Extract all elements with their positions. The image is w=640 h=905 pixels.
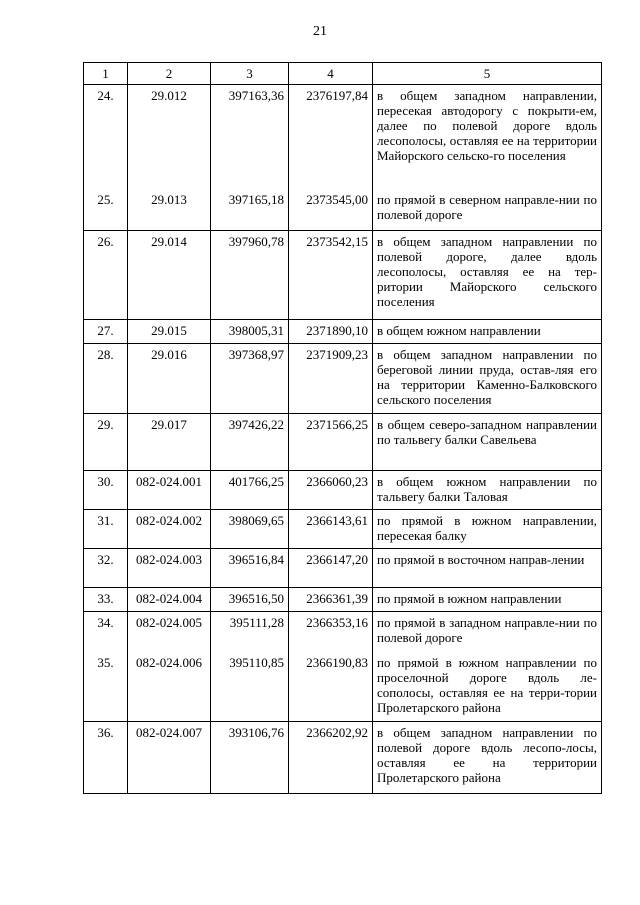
direction-description: по прямой в южном направлении (373, 588, 602, 612)
table-row (84, 320, 602, 344)
coord-x: 395110,85 (211, 652, 289, 722)
coord-x: 397960,78 (211, 231, 289, 320)
table-row (84, 588, 602, 612)
header-col-5: 5 (373, 63, 602, 85)
table-row (84, 414, 602, 471)
boundary-points-table (83, 62, 602, 794)
coord-x: 393106,76 (211, 722, 289, 794)
table-row (84, 549, 602, 588)
table-row (84, 231, 602, 320)
row-number: 31. (84, 510, 128, 549)
row-number: 28. (84, 344, 128, 414)
table-row (84, 510, 602, 549)
row-number: 25. (84, 189, 128, 231)
direction-description: по прямой в южном направлении, пересекая балку (373, 510, 602, 549)
point-code: 082-024.007 (128, 722, 211, 794)
row-number: 24. (84, 85, 128, 189)
direction-description: в общем западном направлении по береговой линии пруда, остав-ляя его на территории Каменно-Балковского сельского поселения (373, 344, 602, 414)
point-code: 082-024.006 (128, 652, 211, 722)
header-col-2: 2 (128, 63, 211, 85)
table-header-row (84, 63, 602, 85)
direction-description: в общем западном направлении по полевой дороге, далее вдоль лесополосы, оставляя ее на тер-ритории Майорского сельского поселения (373, 231, 602, 320)
coord-x: 398005,31 (211, 320, 289, 344)
row-number: 33. (84, 588, 128, 612)
point-code: 29.015 (128, 320, 211, 344)
direction-description: по прямой в северном направле-нии по полевой дороге (373, 189, 602, 231)
coord-x: 397165,18 (211, 189, 289, 231)
row-number: 27. (84, 320, 128, 344)
direction-description: в общем западном направлении по полевой дороге вдоль лесопо-лосы, оставляя ее на территории Пролетарского района (373, 722, 602, 794)
coord-y: 2373545,00 (289, 189, 373, 231)
row-number: 35. (84, 652, 128, 722)
coord-y: 2371566,25 (289, 414, 373, 471)
coord-y: 2366353,16 (289, 612, 373, 652)
point-code: 29.013 (128, 189, 211, 231)
point-code: 082-024.003 (128, 549, 211, 588)
coord-x: 396516,84 (211, 549, 289, 588)
coord-x: 401766,25 (211, 471, 289, 510)
table-row (84, 612, 602, 652)
row-number: 29. (84, 414, 128, 471)
point-code: 082-024.004 (128, 588, 211, 612)
point-code: 082-024.005 (128, 612, 211, 652)
direction-description: в общем южном направлении по тальвегу балки Таловая (373, 471, 602, 510)
table-row (84, 652, 602, 722)
table-row (84, 85, 602, 189)
coord-y: 2371890,10 (289, 320, 373, 344)
coord-y: 2376197,84 (289, 85, 373, 189)
row-number: 34. (84, 612, 128, 652)
table-row (84, 722, 602, 794)
coord-y: 2373542,15 (289, 231, 373, 320)
point-code: 29.016 (128, 344, 211, 414)
coord-y: 2366060,23 (289, 471, 373, 510)
coord-y: 2366147,20 (289, 549, 373, 588)
header-col-1: 1 (84, 63, 128, 85)
row-number: 26. (84, 231, 128, 320)
point-code: 082-024.001 (128, 471, 211, 510)
coord-y: 2366202,92 (289, 722, 373, 794)
coord-x: 397163,36 (211, 85, 289, 189)
direction-description: по прямой в западном направле-нии по полевой дороге (373, 612, 602, 652)
direction-description: в общем северо-западном направлении по тальвегу балки Савельева (373, 414, 602, 471)
row-number: 32. (84, 549, 128, 588)
direction-description: в общем западном направлении, пересекая автодорогу с покрыти-ем, далее по полевой дороге вдоль лесополосы, оставляя ее на территории Майорского сельско-го поселения (373, 85, 602, 189)
coord-y: 2371909,23 (289, 344, 373, 414)
point-code: 29.012 (128, 85, 211, 189)
coord-y: 2366190,83 (289, 652, 373, 722)
header-col-3: 3 (211, 63, 289, 85)
coord-x: 397426,22 (211, 414, 289, 471)
row-number: 30. (84, 471, 128, 510)
page-number: 21 (313, 24, 327, 39)
point-code: 29.017 (128, 414, 211, 471)
direction-description: по прямой в восточном направ-лении (373, 549, 602, 588)
header-col-4: 4 (289, 63, 373, 85)
point-code: 29.014 (128, 231, 211, 320)
coord-y: 2366143,61 (289, 510, 373, 549)
coord-x: 397368,97 (211, 344, 289, 414)
coord-x: 396516,50 (211, 588, 289, 612)
direction-description: по прямой в южном направлении по проселочной дороге вдоль ле-сополосы, оставляя ее на терри-тории Пролетарского района (373, 652, 602, 722)
direction-description: в общем южном направлении (373, 320, 602, 344)
coord-x: 395111,28 (211, 612, 289, 652)
table-row (84, 471, 602, 510)
row-number: 36. (84, 722, 128, 794)
table-row (84, 344, 602, 414)
coord-x: 398069,65 (211, 510, 289, 549)
coord-y: 2366361,39 (289, 588, 373, 612)
table-row (84, 189, 602, 231)
point-code: 082-024.002 (128, 510, 211, 549)
